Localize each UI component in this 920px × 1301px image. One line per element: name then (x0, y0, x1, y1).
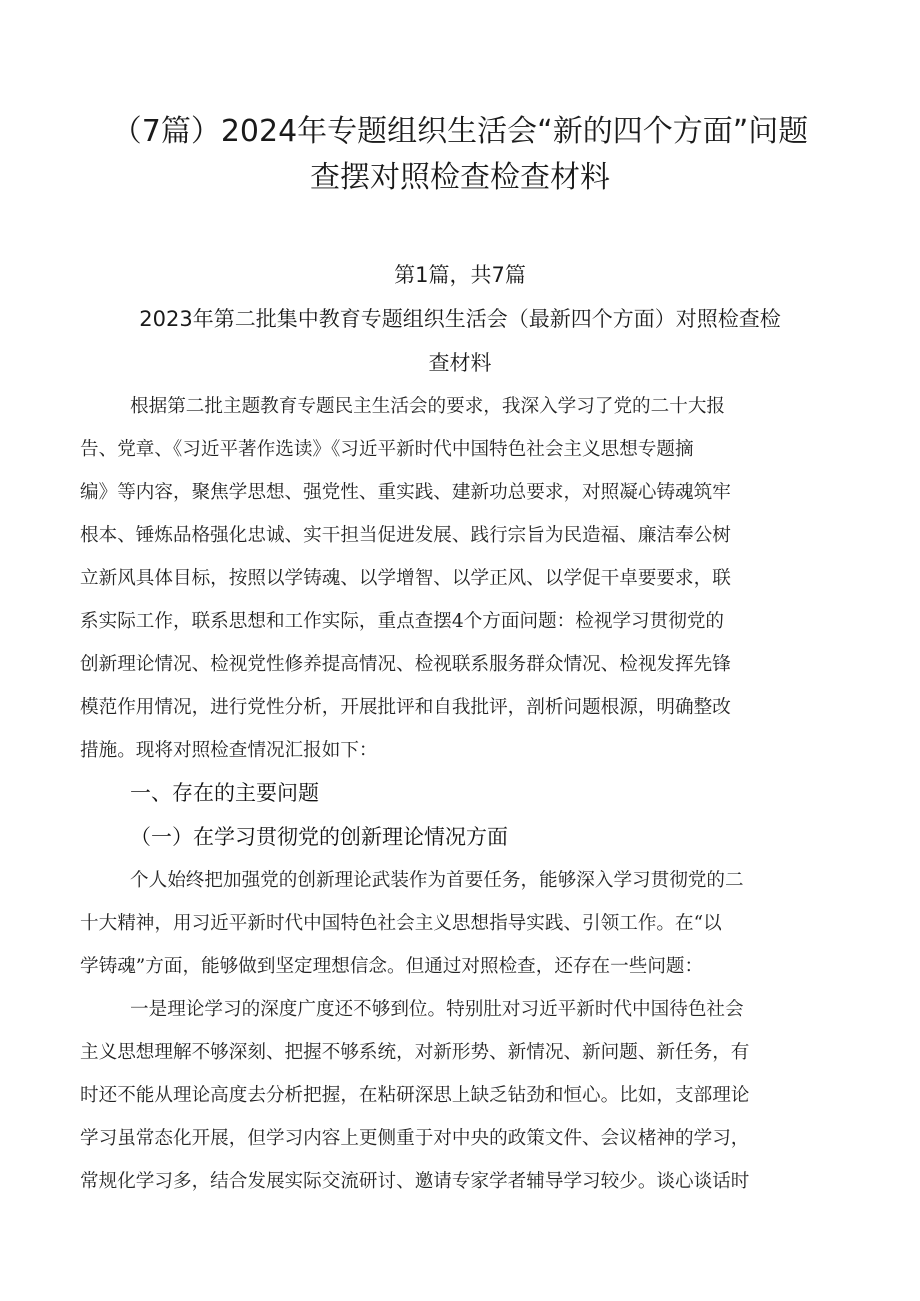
paragraph-line: 系实际工作，联系思想和工作实际，重点查摆4个方面问题：检视学习贯彻党的 (80, 611, 725, 632)
paragraph-line: 根本、锤炼品格强化忠诚、实干担当促进发展、践行宗旨为民造福、廉洁奉公树 (80, 525, 731, 546)
part-label: 第1篇，共7篇 (394, 263, 526, 287)
paragraph-line: 编》等内容，聚焦学思想、强党性、重实践、建新功总要求，对照凝心铸魂筑牢 (80, 482, 731, 503)
subtitle-line-1: 2023年第二批集中教育专题组织生活会（最新四个方面）对照检查检 (139, 307, 781, 331)
paragraph-line: 模范作用情况，进行党性分析，开展批评和自我批评，剖析问题根源，明确整改 (80, 697, 731, 718)
subtitle-line-2: 查材料 (428, 351, 492, 375)
document-title-line-1: （7篇）2024年专题组织生活会“新的四个方面”问题 (111, 114, 809, 149)
paragraph-line: 常规化学习多，结合发展实际交流研讨、邀请专家学者辅导学习较少。谈心谈话时 (80, 1171, 750, 1192)
paragraph-line: 一是理论学习的深度广度还不够到位。特别肚对习近平新时代中国待色社会 (130, 999, 744, 1020)
paragraph-line: 学铸魂”方面，能够做到坚定理想信念。但通过对照检查，还存在一些问题： (80, 956, 704, 977)
paragraph-line: 根据第二批主题教育专题民主生活会的要求，我深入学习了党的二十大报 (130, 396, 726, 417)
paragraph-line: 个人始终把加强党的创新理论武装作为首要任务，能够深入学习贯彻党的二 (130, 870, 744, 891)
paragraph-line: 告、党章、《习近平著作选读》《习近平新时代中国特色社会主义思想专题摘 (80, 439, 694, 460)
paragraph-line: 措施。现将对照检查情况汇报如下： (80, 740, 378, 761)
paragraph-line: 主义思想理解不够深刻、把握不够系统，对新形势、新情况、新问题、新任务，有 (80, 1042, 750, 1063)
subsection-heading: （一）在学习贯彻党的创新理论情况方面 (130, 825, 508, 849)
paragraph-line: 时还不能从理论高度去分析把握，在粘研深思上缺乏钻劲和恒心。比如，支部理论 (80, 1085, 750, 1106)
paragraph-line: 十大精神，用习近平新时代中国特色社会主义思想指导实践、引领工作。在“以 (80, 913, 722, 934)
section-heading: 一、存在的主要问题 (130, 781, 319, 805)
paragraph-line: 立新风具体目标，按照以学铸魂、以学增智、以学正风、以学促干卓要要求，联 (80, 568, 731, 589)
paragraph-line: 创新理论情况、检视党性修养提高情况、检视联系服务群众情况、检视发挥先锋 (80, 654, 731, 675)
document-title-line-2: 查摆对照检查检查材料 (310, 160, 610, 195)
paragraph-line: 学习虽常态化开展，但学习内容上更侧重于对中央的政策文件、会议楮神的学习， (80, 1128, 750, 1149)
